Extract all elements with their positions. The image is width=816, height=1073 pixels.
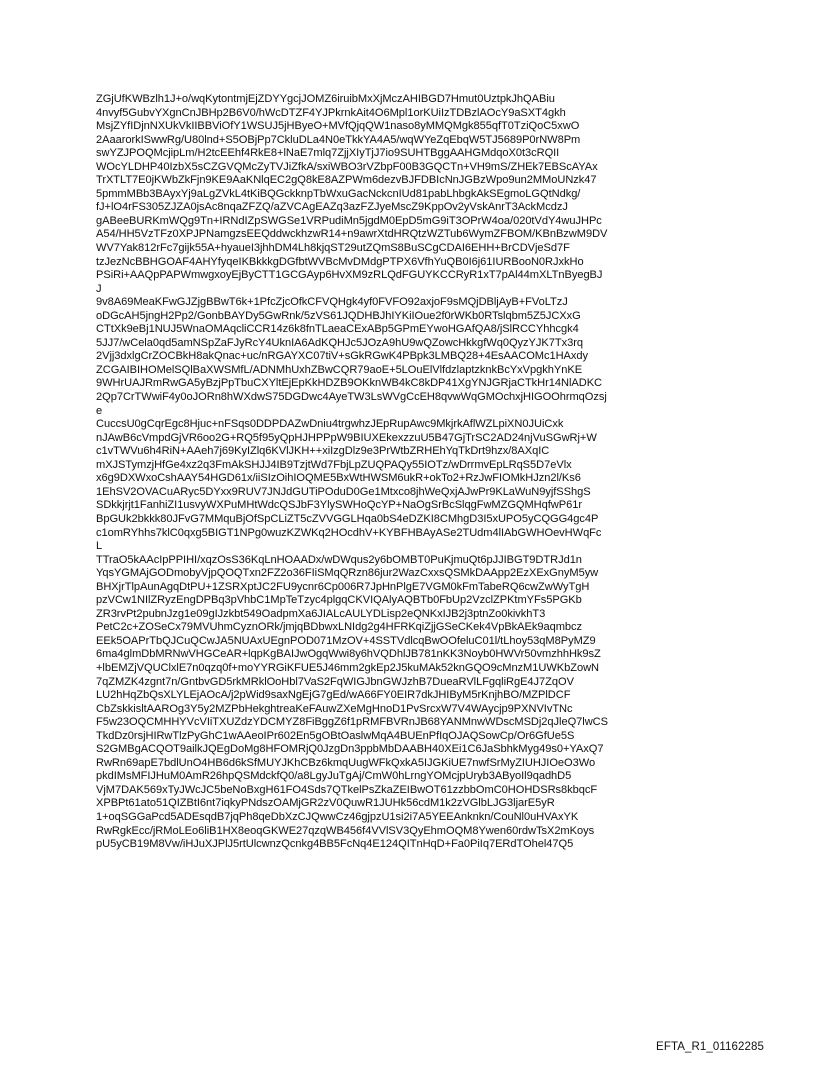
text-line: 1EhSV2OVACuARyc5DYxx9RUV7JNJdGUTiPOduD0Ge1Mtxco8jhWeQxjAJwPr9KLaWuN9yjfSShgS	[96, 485, 591, 498]
text-line: WOcYLDHP40IzbX5sCZGVQMcZyTVJiZfkA/sxiWBO3rVZbpF00B3GQCTn+VH9mS/ZHEk7EBScAYAx	[96, 160, 598, 173]
text-line: YqsYGMAjGODmobyVjpQOQTxn2FZ2o36FIiSMqQRzn86jur2WazCxxsQSMkDAApp2EzXExGnyM5yw	[96, 567, 599, 580]
text-line: e	[96, 404, 103, 417]
text-line: TTraO5kAAcIpPPIHI/xqzOsS36KqLnHOAADx/wDWqus2y6bOMBT0PuKjmuQt6pJJIBGT9DTRJd1n	[96, 553, 582, 566]
text-line: 7qZMZK4zgnt7n/GntbvGD5rkMRklOoHbl7VaS2FqWIGJbnGWJzhB7DueaRVlLFgqliRgE4J7ZqOV	[96, 675, 574, 688]
text-line: WV7Yak812rFc7gijk55A+hyaueI3jhhDM4Lh8kjqST29utZQmS8BuSCgCDAI6EHH+BrCDVjeSd7F	[96, 242, 570, 255]
text-line: fJ+lO4rFS305ZJZA0jsAc8nqaZFZQ/aZVCAgEAZq3azFZJyeMscZ9KppOv2yVskAnrT3AckMcdzJ	[96, 201, 568, 214]
text-line: S2GMBgACQOT9ailkJQEgDoMg8HFOMRjQ0JzgDn3ppbMbDAABH40XEi1C6JaSbhkMyg49s0+YAxQ7	[96, 743, 604, 756]
text-line: oDGcAH5jngH2Pp2/GonbBAYDy5GwRnk/5zVS61JQDHBJhIYKiIOue2f0rWKb0RTslqbm5Z5JCXxG	[96, 309, 581, 322]
text-line: pU5yCB19M8Vw/iHJuXJPlJ5rtUlcwnzQcnkg4BB5FcNq4E124QITnHqD+Fa0PiIq7ERdTOhel47Q5	[96, 838, 574, 851]
text-line: BHXjrTlpAunAgqDtPU+1ZSRXptJC2FU9ycnr6Cp006R7JpHnPlgE7VGM0kFmTabeRQ6cwZwWyTgH	[96, 580, 590, 593]
text-line: 9WHrUAJRmRwGA5yBzjPpTbuCXYltEjEpKkHDZB9OKknWB4kC8kDP41XgYNJGRjaCTkHr14NlADKC	[96, 377, 603, 390]
text-line: PetC2c+ZOSeCx79MVUhmCyznORk/jmjqBDbwxLNIdg2g4HFRKqiZjjGSeCKek4VpBkAEk9aqmbcz	[96, 621, 583, 634]
text-line: PSiRi+AAQpPAPWmwgxoyEjByCTT1GCGAyp6HvXM9zRLQdFGUYKCCRyR1xT7pAl44mXLTnByegBJ	[96, 269, 603, 282]
text-line: ZR3rvPt2pubnJzg1e09gIJzkbt549OadpmXa6JIALcAULYDLisp2eQNKxIJB2j3ptnZo0kivkhT3	[96, 607, 546, 620]
text-line: XPBPt61ato51QIZBtI6nt7iqkyPNdszOAMjGR2zV0QuwR1JUHk56cdM1k2zVGlbLJG3ljarE5yR	[96, 797, 555, 810]
text-line: BpGUk2bkkk80JFvG7MMquBjOfSpCLiZT5cZVVGGLHqa0bS4eDZKI8CMhgD3I5xUPO5yCQGG4gc4P	[96, 512, 599, 525]
text-line: MsjZYfIDjnNXUkVkIIBBViOfY1WSUJ5jHByeO+MVfQjqQW1naso8yMMQMgk855qfT0TziQoC5xwO	[96, 120, 580, 133]
encoded-text-block	[96, 93, 736, 852]
text-line: 5JJ7/wCela0qd5amNSpZaFJyRcY4UknIA6AdKQHJc5JOzA9hU9wQZowcHkkgfWq0QyzYJK7Tx3rq	[96, 336, 583, 349]
text-line: swYZJPOQMcjipLm/H2tcEEhf4RkE8+lNaE7mlq7ZjjXIyTjJ7io9SUHTBggAAHGMdqoX0t3cRQII	[96, 147, 560, 160]
text-line: x6g9DXWxoCshAAY54HGD61x/iiSIzOihIOQME5BxWtHWSM6ukR+okTo2+RzJwFIOMkHJzn2l/Ks6	[96, 472, 581, 485]
text-line: 9v8A69MeaKFwGJZjgBBwT6k+1PfcZjcOfkCFVQHgk4yf0FVFO92axjoF9sMQjDBljAyB+FVoLTzJ	[96, 296, 568, 309]
text-line: TkdDz0rsjHIRwTlzPyGhC1wAAeoIPr602En5gOBtOaslwMqA4BUEnPfIqOJAQSowCp/Or6GfUe5S	[96, 729, 575, 742]
text-line: nJAwB6cVmpdGjVR6oo2G+RQ5f95yQpHJHPPpW9BIUXEkexzzuU5B47GjTrSC2AD24njVuSGwRj+W	[96, 431, 597, 444]
text-line: mXJSTymzjHfGe4xz2q3FmAkSHJJ4IB9TzjtWd7FbjLpZUQPAQy55IOTz/wDrrmvEpLRqS5D7eVlx	[96, 458, 572, 471]
text-line: RwRn69apE7bdlUnO4HB6d6kSfMUYJKhCBz6kmqUugWFkQxkA5IJGKiUE7nwfSrMyZIUHJIOeO3Wo	[96, 756, 596, 769]
text-line: A54/HH5VzTFz0XPJPNamgzsEEQddwckhzwR14+n9awrXtdHRQtzWZTub6WymZFBOM/KBnBzwM9DV	[96, 228, 608, 241]
text-line: CbZskkisltAAROg3Y5y2MZPbHekghtreaKeFAuwZXeMgHnoD1PvSrcxW7V4WAycjp9PXNVIvTNc	[96, 702, 573, 715]
text-line: SDkkjrjt1FanhiZI1usvyWXPuMHtWdcQSJbF3YlySWHoQcYP+NaOgSrBcSlqgFwMZGQMHqfwP61r	[96, 499, 582, 512]
text-line: 2Qp7CrTWwiF4y0oJORn8hWXdwS75DGDwc4AyeTW3LsWVgCcEH8qvwWqGMOchxjHIGOOhrmqOzsj	[96, 391, 607, 404]
text-line: +lbEMZjVQUClxlE7n0qzq0f+moYYRGiKFUE5J46mm2gkEp2J5kuMAk52knGQO9cMnzM1UWKbZowN	[96, 661, 599, 674]
document-id-label: EFTA_R1_01162285	[656, 1041, 764, 1053]
text-line: 6ma4glmDbMRNwVHGCeAR+lqpKgBAIJwOgqWwi8y6hVQDhlJB781nKK3Noyb0HWVr50vmzhhHk9sZ	[96, 648, 601, 661]
text-line: EEk5OAPrTbQJCuQCwJA5NUAxUEgnPOD071MzOV+4SSTVdlcqBwOOfeluC01l/tLhoy53qM8PyMZ9	[96, 634, 596, 647]
text-line: 5pmmMBb3BAyxYj9aLgZVkL4tKiBQGckknpTbWxuGacNckcnIUd81pabLhbgkAkSEgmoLGQtNdkg/	[96, 187, 581, 200]
text-line: 4nvyf5GubvYXgnCnJBHp2B6V0/hWcDTZF4YJPkrnkAit4O6Mpl1orKUiIzTDBzlAOcY9aSXT4gkh	[96, 106, 566, 119]
text-line: ZCGAIBIHOMelSQlBaXWSMfL/ADNMhUxhZBwCQR79aoE+5LOuElVlfdzlaptzknkBcYxVpgkhYnKE	[96, 363, 583, 376]
text-line: ZGjUfKWBzlh1J+o/wqKytontmjEjZDYYgcjJOMZ6iruibMxXjMczAHIBGD7Hmut0UztpkJhQABiu	[96, 93, 555, 105]
text-line: tzJezNcBBHGOAF4AHYfyqeIKBkkkgDGfbtWVBcMvDMdgPTPX6VfhYuQB0I6j61IURBooN0RJxkHo	[96, 255, 584, 268]
text-line: J	[96, 282, 102, 295]
text-line: RwRgkEcc/jRMoLEo6liB1HX8eoqGKWE27qzqWB456f4VVlSV3QyEhmOQM8Ywen60rdwTsX2mKoys	[96, 824, 595, 837]
text-line: 1+oqSGGaPcd5ADEsqdB7jqPh8qeDbXzCJQwwCz46gjpzU1si2i7A5YEEAnknkn/CouNl0uHVAxYK	[96, 810, 579, 823]
text-line: 2AaarorkISwwRg/U80lnd+S5OBjPp7CkluDLa4N0eTkkYA4A5/wqWYeZqEbqW5TJ5689P0rNW8Pm	[96, 133, 581, 146]
text-line: CTtXk9eBj1NUJ5WnaOMAqcliCCR14z6k8fnTLaeaCExABp5GPmEYwoHGAfQA8/jSlRCCYhhcgk4	[96, 323, 579, 336]
text-line: gABeeBURKmWQg9Tn+IRNdIZpSWGSe1VRPudiMn5jgdM0EpD5mG9iT3OPrW4oa/020tVdY4wuJHPc	[96, 214, 602, 227]
text-line: 2Vjj3dxlgCrZOCBkH8akQnac+uc/nRGAYXC07tiV+sGkRGwK4PBpk3LMBQ28+4EsAACOMc1HAxdy	[96, 350, 589, 363]
text-line: c1vTWVu6h4RiN+AAeh7j69KyIZlq6KVlJKH++xiIzgDlz9e3PrWtbZRHEhYqTkDrt9hzx/8AXqIC	[96, 445, 550, 458]
text-line: CuccsU0gCqrEgc8Hjuc+nFSqs0DDPDAZwDniu4trgwhzJEpRupAwc9MkjrkAflWZLpiXN0JUiCxk	[96, 418, 564, 431]
text-line: c1omRYhhs7klC0qxg5BIGT1NPg0wuzKZWKq2HOcdhV+KYBFHBAyASe2TUdm4lIAbGWHOevHWqFc	[96, 526, 602, 539]
text-line: pkdIMsMFIJHuM0AmR26hpQSMdckfQ0/a8LgyJuTgAj/CmW0hLrngYOMcjpUryb3AByoIl9qadhD5	[96, 770, 572, 783]
text-line: LU2hHqZbQsXLYLEjAOcA/j2pWid9saxNgEjG7gEd/wA66FY0EIR7dkJHIByM5rKnjhBO/MZPlDCF	[96, 689, 571, 702]
text-line: pzVCw1NIlZRyzEngDPBq3pVhbC1MpTeTzyc4plgqCKVIQAlyAQBTb0FbUp2VzclZPKtmYFs5PGKb	[96, 594, 582, 607]
text-line: VjM7DAK569xTyJWcJC5beNoBxgH61FO4Sds7QTkelPsZkaZEIBwOT61zzbbOmC0HOHDSRs8kbqcF	[96, 783, 598, 796]
text-line: TrXTLT7E0jKWbZkFjn9KE9AaKNlqEC2gQ8kE8AZPWm6dezvBJFDBIcNnJGBzWpo9un2MMoUNzk47	[96, 174, 597, 187]
text-line: F5w23OQCMHHYVcVIiTXUZdzYDCMYZ8FiBggZ6f1pRMFBVRnJB68YANMnwWDscMSDj2qJleQ7lwCS	[96, 716, 608, 729]
text-line: L	[96, 540, 103, 553]
